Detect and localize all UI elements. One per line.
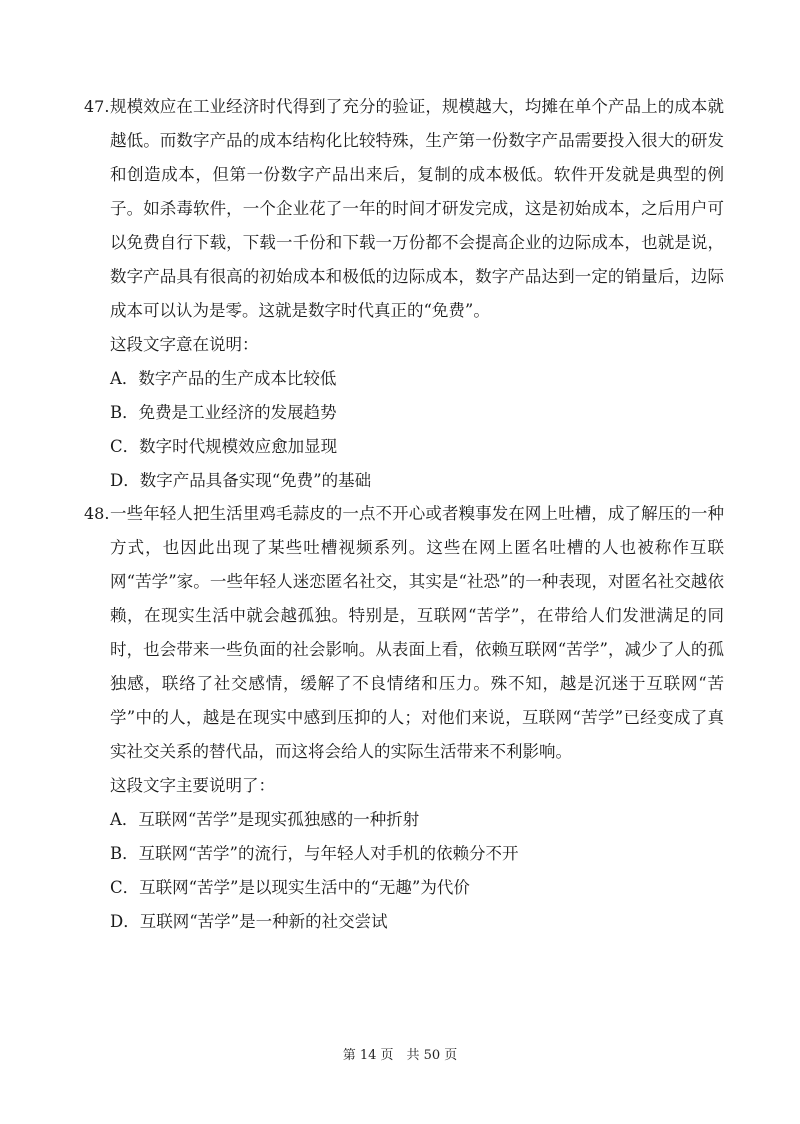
question-48: [84, 497, 724, 939]
question-number: 47.: [84, 97, 110, 116]
option-c: C．互联网“苦学”是以现实生活中的“无趣”为代价: [110, 878, 470, 897]
option-b: B．免费是工业经济的发展趋势: [110, 403, 337, 422]
option-a: A．数字产品的生产成本比较低: [110, 369, 337, 388]
option-b: B．互联网“苦学”的流行，与年轻人对手机的依赖分不开: [110, 844, 519, 863]
question-47: [84, 90, 724, 498]
option-a: A．互联网“苦学”是现实孤独感的一种折射: [110, 810, 420, 829]
option-c: C．数字时代规模效应愈加显现: [110, 437, 338, 456]
question-prompt: 这段文字主要说明了：: [110, 776, 275, 795]
question-number: 48.: [84, 504, 110, 523]
question-passage: 规模效应在工业经济时代得到了充分的验证，规模越大，均摊在单个产品上的成本就越低。而数字产品的成本结构化比较特殊，生产第一份数字产品需要投入很大的研发和创造成本，但第一份数字产品出来后，复制的成本极低。软件开发就是典型的例子。如杀毒软件，一个企业花了一年的时间才研发完成，这是初始成本，之后用户可以免费自行下载，下载一千份和下载一万份都不会提高企业的边际成本，也就是说，数字产品具有很高的初始成本和极低的边际成本，数字产品达到一定的销量后，边际成本可以认为是零。这就是数字时代真正的“免费”。: [110, 97, 724, 320]
option-d: D．数字产品具备实现“免费”的基础: [110, 471, 372, 490]
page-footer: 第 14 页 共 50 页: [342, 1048, 458, 1063]
option-d: D．互联网“苦学”是一种新的社交尝试: [110, 912, 388, 931]
question-passage: 一些年轻人把生活里鸡毛蒜皮的一点不开心或者糗事发在网上吐槽，成了解压的一种方式，也因此出现了某些吐槽视频系列。这些在网上匿名吐槽的人也被称作互联网“苦学”家。一些年轻人迷恋匿名社交，其实是“社恐”的一种表现，对匿名社交越依赖，在现实生活中就会越孤独。特别是，互联网“苦学”，在带给人们发泄满足的同时，也会带来一些负面的社会影响。从表面上看，依赖互联网“苦学”，减少了人的孤独感，联络了社交感情，缓解了不良情绪和压力。殊不知，越是沉迷于互联网“苦学”中的人，越是在现实中感到压抑的人；对他们来说，互联网“苦学”已经变成了真实社交关系的替代品，而这将会给人的实际生活带来不利影响。: [110, 504, 724, 761]
question-prompt: 这段文字意在说明：: [110, 335, 259, 354]
